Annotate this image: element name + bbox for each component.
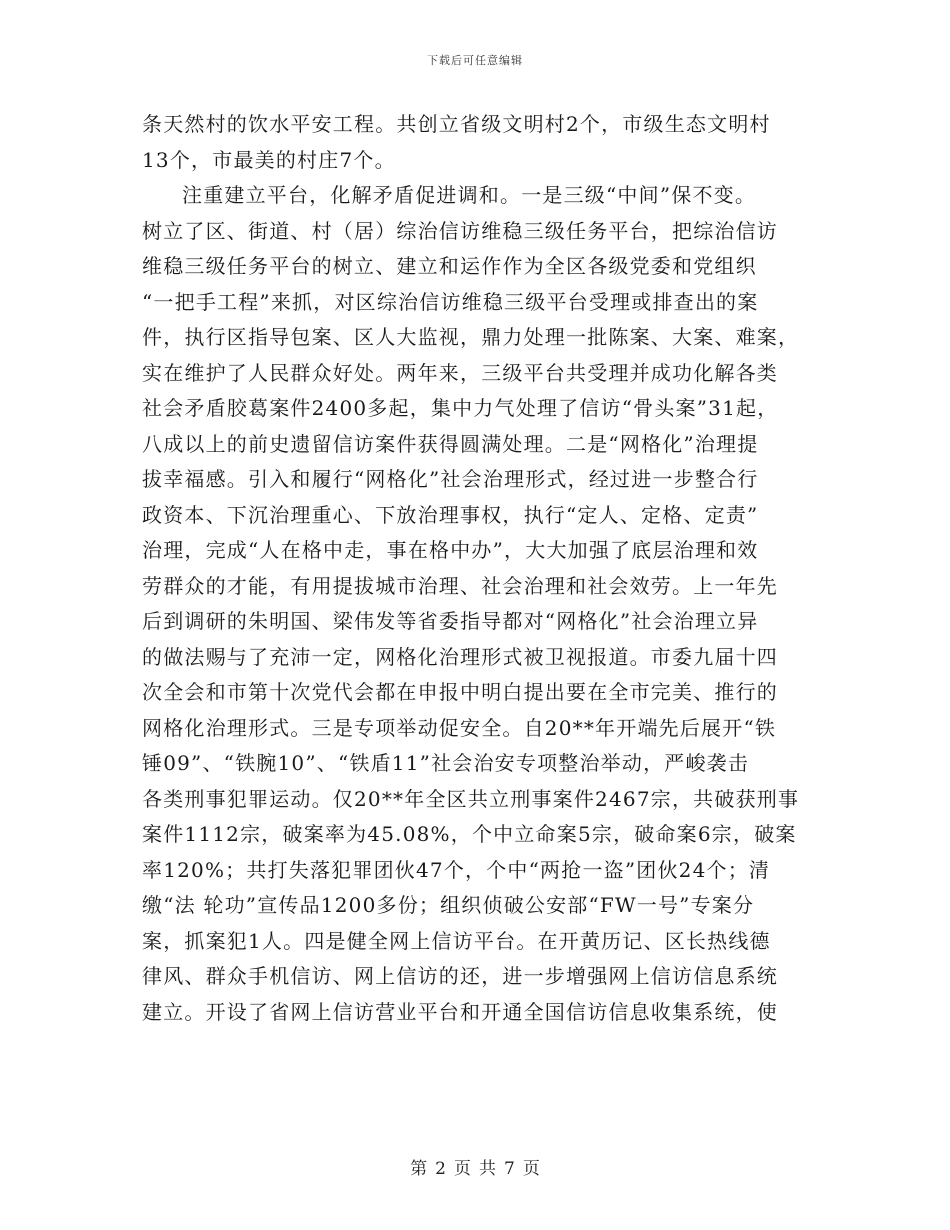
body-line: 锤09”、“铁腕10”、“铁盾11”社会治安专项整治举动，严峻袭击 (142, 751, 750, 775)
body-line: 的做法赐与了充沛一定，网格化治理形式被卫视报道。市委九届十四 (142, 644, 778, 669)
body-line: 树立了区、街道、村（居）综治信访维稳三级任务平台，把综治信访 (142, 218, 778, 243)
page-label-suffix: 页 (522, 1159, 540, 1179)
body-line: 政资本、下沉治理重心、下放治理事权，执行“定人、定格、定责” (142, 502, 759, 527)
body-line: 件，执行区指导包案、区人大监视，鼎力处理一批陈案、大案、难案， (142, 325, 800, 349)
body-line: 条天然村的饮水平安工程。共创立省级文明村2个，市级生态文明村 (142, 112, 771, 136)
body-line: 拔幸福感。引入和履行“网格化”社会治理形式，经过进一步整合行 (142, 467, 759, 491)
body-line: 案，抓案犯1人。四是健全网上信访平台。在开黄历记、区长热线德 (142, 928, 771, 953)
body-line: 次全会和市第十次党代会都在申报中明白提出要在全市完美、推行的 (142, 680, 778, 704)
body-line: “一把手工程”来抓，对区综治信访维稳三级平台受理或排查出的案 (142, 289, 759, 314)
body-line: 劳群众的才能，有用提拔城市治理、社会治理和社会效劳。上一年先 (142, 573, 778, 598)
page-label-middle: 页 (454, 1159, 471, 1179)
body-line: 律风、群众手机信访、网上信访的还，进一步增强网上信访信息系统 (142, 964, 778, 988)
page-current-number: 2 (435, 1159, 446, 1179)
document-body (142, 107, 822, 1030)
page-total-number: 7 (504, 1159, 515, 1179)
body-line: 维稳三级任务平台的树立、建立和运作作为全区各级党委和党组织 (142, 254, 757, 278)
body-line: 案件1112宗，破案率为45.08%，个中立命案5宗，破命案6宗，破案 (142, 822, 797, 846)
body-line: 治理，完成“人在格中走，事在格中办”，大大加强了底层治理和效 (142, 538, 759, 562)
body-line: 实在维护了人民群众好处。两年来，三级平台共受理并成功化解各类 (142, 360, 778, 385)
body-line: 缴“法 轮功”宣传品1200多份；组织侦破公安部“FW一号”专案分 (142, 893, 755, 917)
page-header-note: 下载后可任意编辑 (427, 54, 523, 67)
body-line: 建立。开设了省网上信访营业平台和开通全国信访信息收集系统，使 (142, 999, 778, 1024)
page-label-total-prefix: 共 (479, 1159, 496, 1179)
body-line: 八成以上的前史遗留信访案件获得圆满处理。二是“网格化”治理提 (142, 431, 759, 456)
paragraph-start-line: 注重建立平台，化解矛盾促进调和。一是三级“中间”保不变。 (182, 183, 757, 207)
body-line: 13个，市最美的村庄7个。 (142, 147, 396, 172)
page-footer (0, 1154, 950, 1179)
body-line: 社会矛盾胶葛案件2400多起，集中力气处理了信访“骨头案”31起， (142, 396, 779, 420)
page-label-prefix: 第 (410, 1159, 428, 1179)
body-line: 率120%；共打失落犯罪团伙47个，个中“两抢一盗”团伙24个；清 (142, 857, 771, 882)
body-line: 网格化治理形式。三是专项举动促安全。自20**年开端先后展开“铁 (142, 715, 777, 740)
body-line: 各类刑事犯罪运动。仅20**年全区共立刑事案件2467宗，共破获刑事 (142, 786, 800, 811)
body-line: 后到调研的朱明国、梁伟发等省委指导都对“网格化”社会治理立异 (142, 609, 759, 633)
